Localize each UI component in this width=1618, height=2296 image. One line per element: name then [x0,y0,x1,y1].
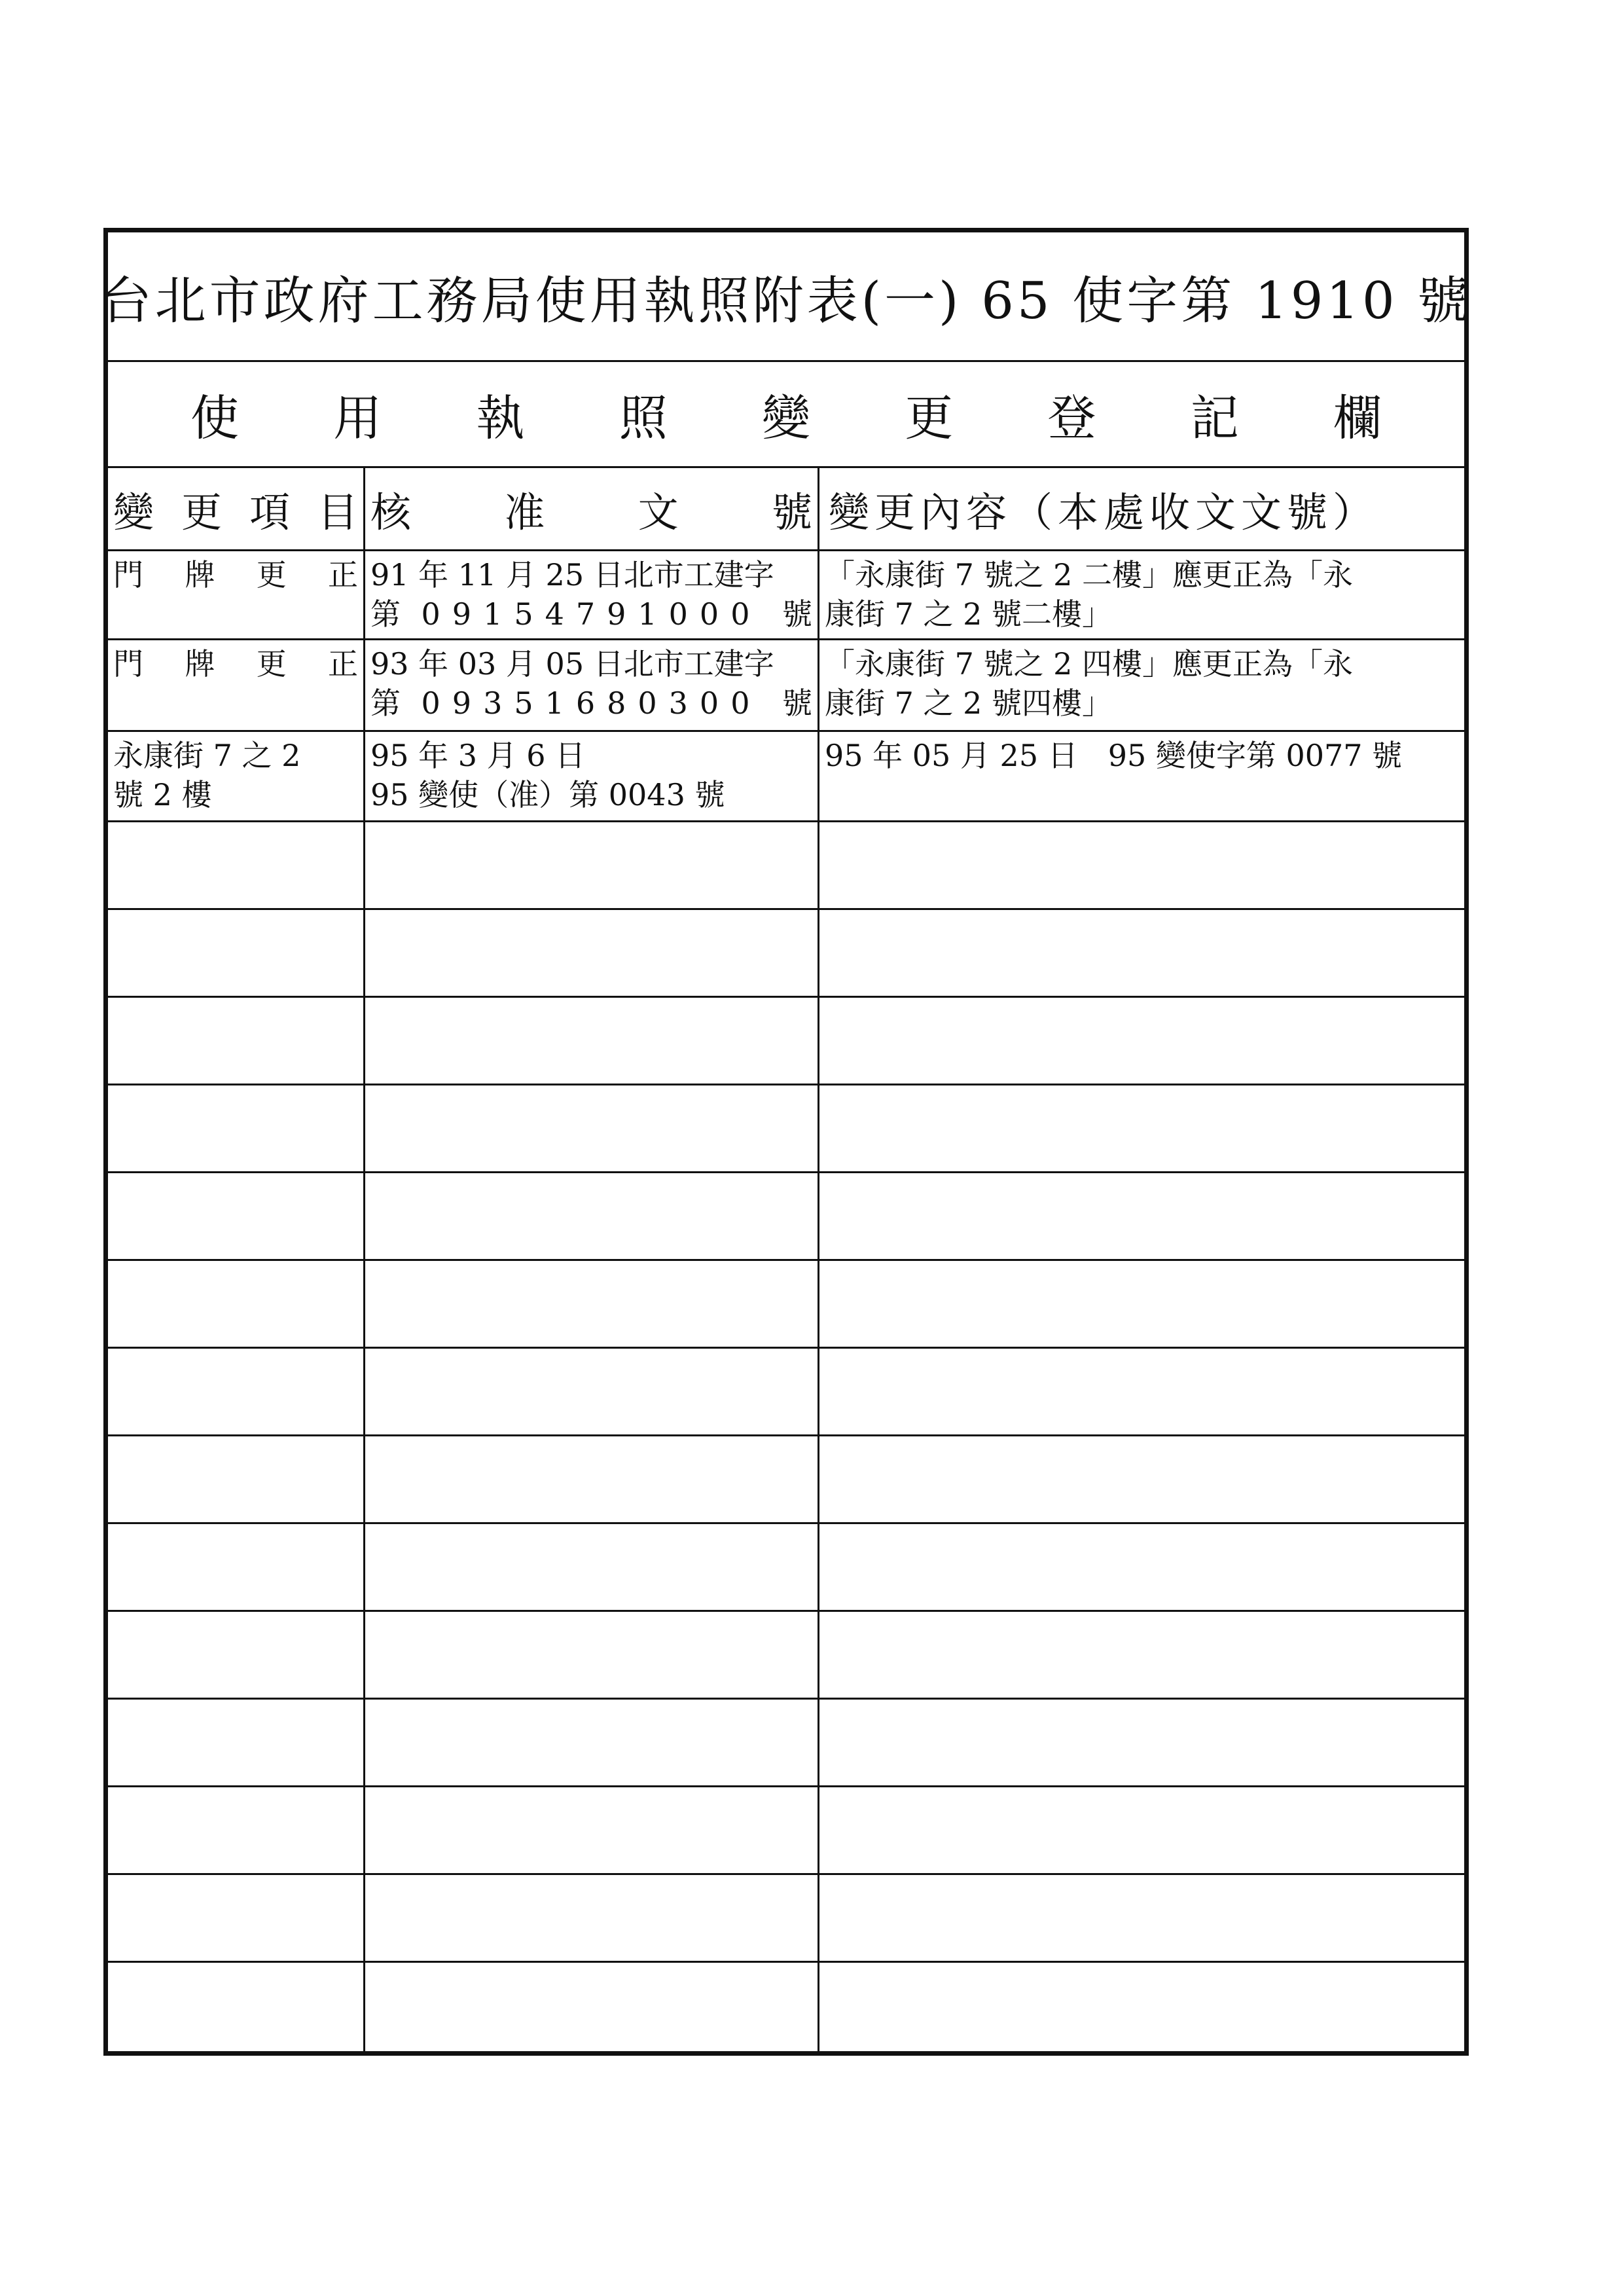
row3-item [108,732,363,820]
subtitle-row [108,362,1464,468]
row-divider [108,996,1464,998]
header-item [108,468,363,549]
row-divider [108,1610,1464,1612]
row1-content [819,551,1464,638]
row-divider [108,1522,1464,1524]
row-divider [108,820,1464,822]
subtitle-char: 更 [905,390,954,446]
subtitle-char: 使 [190,390,239,446]
subtitle-char: 照 [619,390,668,446]
registration-form [100,228,1472,2056]
header-char: 項 [249,488,290,536]
content-line: 95 年 05 月 25 日 95 變使字第 0077 號 [825,738,1403,773]
item-char: 更 [256,646,287,682]
header-char: 文 [638,488,679,536]
row-divider [108,1785,1464,1787]
item-char: 牌 [185,646,215,682]
row-divider [108,1171,1464,1173]
item-line: 永康街 7 之 2 [113,738,301,773]
content-line: 「永康街 7 號之 2 四樓」應更正為「永 [825,646,1354,682]
header-char: 更 [181,488,222,536]
content-line: 「永康街 7 號之 2 二樓」應更正為「永 [825,557,1354,592]
row3-approval [365,732,818,820]
header-char: 目 [317,488,358,536]
subtitle-char: 變 [762,390,810,446]
row-divider [108,908,1464,910]
approval-number: 09154791000 [421,596,762,632]
approval-line: 93 年 03 月 05 日北市工建字 [370,646,774,682]
header-char: 核 [370,488,412,536]
item-char: 牌 [185,557,215,592]
header-char: 准 [504,488,545,536]
item-char: 更 [256,557,287,592]
approval-number: 09351680300 [421,685,762,721]
header-char: 變 [113,488,154,536]
approval-text: 號 [782,596,812,632]
row3-content [819,732,1464,820]
approval-line: 95 年 3 月 6 日 [370,738,586,773]
header-content-text: 變更內容（本處收文文號） [829,488,1379,536]
subtitle-char: 登 [1047,390,1096,446]
content-line: 康街 7 之 2 號四樓」 [825,685,1113,721]
form-title: 台北市政府工務局使用執照附表(一) 65 使字第 1910 號 [100,271,1472,331]
form-subtitle [190,380,1382,449]
subtitle-char: 記 [1190,390,1239,446]
subtitle-char: 執 [476,390,525,446]
row1-approval [365,551,818,638]
title-row [100,232,1472,362]
approval-line: 91 年 11 月 25 日北市工建字 [370,557,774,592]
item-char: 正 [327,646,358,682]
row-divider [108,1347,1464,1349]
row-divider [108,1698,1464,1700]
row2-content [819,640,1464,730]
approval-text: 第 [370,596,401,632]
row-divider [108,1259,1464,1261]
approval-text: 號 [782,685,812,721]
row-divider [108,1084,1464,1085]
row2-item [108,640,363,730]
header-char: 號 [771,488,812,536]
item-char: 正 [327,557,358,592]
subtitle-char: 欄 [1333,390,1382,446]
header-approval [365,468,818,549]
row-divider [108,1961,1464,1963]
row-divider [108,1873,1464,1875]
item-char: 門 [113,646,143,682]
approval-text: 第 [370,685,401,721]
row-divider [108,1434,1464,1436]
item-char: 門 [113,557,143,592]
header-content [819,468,1464,549]
approval-line: 95 變使（准）第 0043 號 [370,777,725,812]
subtitle-char: 用 [333,390,382,446]
row2-approval [365,640,818,730]
item-line: 號 2 樓 [113,777,212,812]
row1-item [108,551,363,638]
content-line: 康街 7 之 2 號二樓」 [825,596,1113,632]
